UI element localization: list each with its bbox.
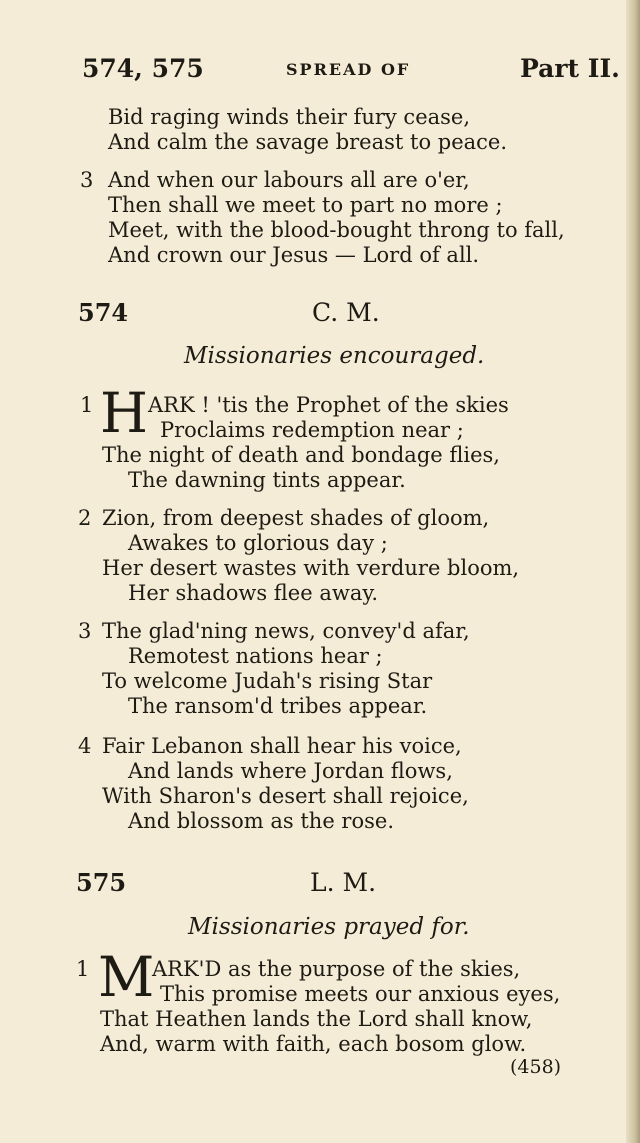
hymn-575-meter: L. M. — [310, 868, 377, 897]
verse-line: Awakes to glorious day ; — [128, 531, 388, 555]
hymn-575-number: 575 — [76, 868, 127, 897]
verse-line: With Sharon's desert shall rejoice, — [102, 784, 469, 808]
verse-line: The ransom'd tribes appear. — [128, 694, 428, 718]
verse-line: And crown our Jesus — Lord of all. — [108, 243, 480, 267]
verse-line: And, warm with faith, each bosom glow. — [100, 1032, 527, 1056]
verse-line: The night of death and bondage flies, — [102, 443, 500, 467]
verse-line: And blossom as the rose. — [128, 809, 394, 833]
verse-line: Meet, with the blood-bought throng to fall, — [108, 218, 565, 242]
running-title: SPREAD OF — [286, 60, 411, 79]
verse-line: This promise meets our anxious eyes, — [160, 982, 561, 1006]
drop-cap: H — [100, 381, 148, 445]
hymn-575-subtitle: Missionaries prayed for. — [188, 914, 470, 940]
verse-line: Zion, from deepest shades of gloom, — [102, 506, 490, 530]
verse-line: Remotest nations hear ; — [128, 644, 383, 668]
page-edge — [626, 0, 640, 1143]
verse-line: The dawning tints appear. — [128, 468, 406, 492]
verse-line: Proclaims redemption near ; — [160, 418, 464, 442]
verse-line: The glad'ning news, convey'd afar, — [102, 619, 470, 643]
verse-number: 2 — [78, 506, 92, 530]
verse-line: And lands where Jordan flows, — [128, 759, 453, 783]
running-hymn-numbers: 574, 575 — [82, 54, 204, 83]
drop-cap: M — [98, 945, 155, 1009]
verse-line: To welcome Judah's rising Star — [102, 669, 433, 693]
verse-line: Her desert wastes with verdure bloom, — [102, 556, 520, 580]
verse-number: 4 — [78, 734, 92, 758]
page-number: (458) — [510, 1056, 562, 1078]
verse-number: 3 — [80, 168, 94, 192]
verse-line: That Heathen lands the Lord shall know, — [100, 1007, 533, 1031]
verse-line: ARK'D as the purpose of the skies, — [152, 957, 521, 981]
continuation-line: Bid raging winds their fury cease, — [108, 105, 471, 129]
verse-line: Fair Lebanon shall hear his voice, — [102, 734, 462, 758]
verse-line: Her shadows flee away. — [128, 581, 379, 605]
hymn-574-subtitle: Missionaries encouraged. — [184, 343, 485, 369]
verse-line: Then shall we meet to part no more ; — [108, 193, 503, 217]
hymn-574-meter: C. M. — [312, 298, 380, 327]
verse-line: ARK ! 'tis the Prophet of the skies — [148, 393, 509, 417]
running-part: Part II. — [520, 54, 620, 83]
continuation-line: And calm the savage breast to peace. — [108, 130, 508, 154]
verse-number: 3 — [78, 619, 92, 643]
verse-line: And when our labours all are o'er, — [108, 168, 470, 192]
hymn-574-number: 574 — [78, 298, 129, 327]
verse-number: 1 — [80, 393, 94, 417]
verse-number: 1 — [76, 957, 90, 981]
